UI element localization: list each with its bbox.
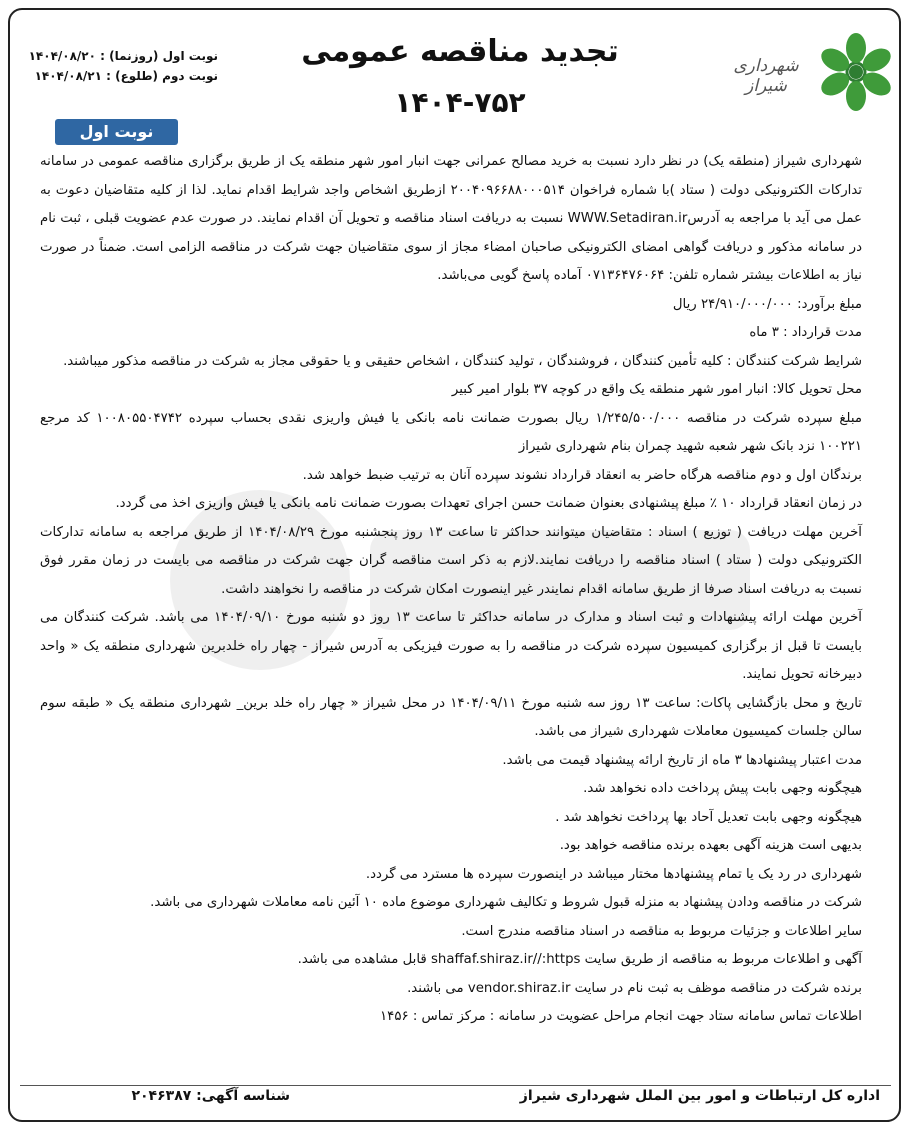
estimate-paragraph: مبلغ برآورد: ۲۴/۹۱۰/۰۰۰/۰۰۰ ریال — [672, 296, 862, 312]
rejection-paragraph: شهرداری در رد یک یا تمام پیشنهادها مختار میباشد در اینصورت سپرده ها مسترد می گردد. — [365, 866, 862, 882]
opening-paragraph: تاریخ و محل بازگشایی پاکات: ساعت ۱۳ روز سه شنبه مورخ ۱۴۰۴/۰۹/۱۱ در محل شیراز « چهار راه خلد برین_ شهرداری منطقه یک « طبقه سوم سالن جلسات کمیسیون معاملات شهرداری شیراز می باشد. — [40, 695, 862, 739]
publication-dates — [18, 46, 218, 86]
deposit-paragraph: مبلغ سپرده شرکت در مناقصه ۱/۲۴۵/۵۰۰/۰۰۰ ریال بصورت ضمانت نامه بانکی یا فیش واریزی نقدی بحساب سپرده ۱۰۰۸۰۵۵۰۴۷۴۲ کد مرجع ۱۰۰۲۲۱ نزد بانک شهر شعبه شهید چمران بنام شهرداری شیراز — [40, 410, 862, 454]
date-second-publication: نوبت دوم (طلوع) : ۱۴۰۴/۰۸/۲۱ — [34, 69, 218, 83]
winners-paragraph: برندگان اول و دوم مناقصه هرگاه حاضر به انعقاد قرارداد نشوند سپرده آنان به ترتیب ضبط خواهد شد. — [302, 467, 862, 483]
prepayment-paragraph: هیچگونه وجهی بابت پیش پرداخت داده نخواهد شد. — [583, 781, 862, 796]
ad-body — [40, 148, 862, 1032]
acceptance-paragraph: شرکت در مناقصه ودادن پیشنهاد به منزله قبول شروط و تکالیف شهرداری موضوع ماده ۱۰ آئین نامه معاملات شهرداری می باشد. — [150, 895, 862, 910]
logo-text: شهرداری شیراز — [733, 56, 799, 96]
page-title: تجدید مناقصه عمومی — [301, 34, 619, 69]
ad-id: شناسه آگهی: ۲۰۴۶۳۸۷ — [131, 1088, 290, 1104]
vendor-site-paragraph: برنده شرکت در مناقصه موظف به ثبت نام در سایت vendor.shiraz.ir می باشند. — [407, 980, 862, 996]
details-paragraph: سایر اطلاعات و جزئیات مربوط به مناقصه در اسناد مناقصه مندرج است. — [461, 923, 862, 939]
ad-header — [0, 0, 911, 130]
transparency-site-paragraph: آگهی و اطلاعات مربوط به مناقصه از طریق سایت shaffaf.shiraz.ir//:https قابل مشاهده می باشد. — [297, 952, 862, 967]
delivery-location-paragraph: محل تحویل کالا: انبار امور شهر منطقه یک واقع در کوچه ۳۷ بلوار امیر کبیر — [451, 382, 862, 397]
intro-paragraph: شهرداری شیراز (منطقه یک) در نظر دارد نسبت به خرید مصالح عمرانی جهت انبار امور شهر منطقه یک از طریق برگزاری مناقصه عمومی در سامانه تدارکات الکترونیکی دولت ( ستاد )با شماره فراخوان ۲۰۰۴۰۹۶۶۸۸۰۰۰۵۱۴ ازطریق اشخاص واجد شرایط اقدام نماید. لذا از کلیه متقاضیان دعوت به عمل می آید با مراجعه به آدرسWWW.Setadiran.ir نسبت به دریافت اسناد مناقصه و تحویل آن اقدام نمایند. در صورت عدم عضویت قبلی ، ثبت نام در سامانه مذکور و دریافت گواهی امضای الکترونیکی صاحبان امضاء مجاز از سوی متقاضیان جهت شرکت در مناقصه الزامی است. ضمناً در صورت نیاز به اطلاعات بیشتر شماره تلفن: ۰۷۱۳۶۴۷۶۰۶۴ آماده پاسخ گویی می‌باشد. — [40, 154, 862, 283]
submission-deadline-paragraph: آخرین مهلت ارائه پیشنهادات و ثبت اسناد و مدارک در سامانه حداکثر تا ساعت ۱۳ روز دو شنبه مورخ ۱۴۰۴/۰۹/۱۰ می باشد. شرکت کنندگان می بایست تا قبل از برگزاری کمیسیون سپرده شرکت در مناقصه را به صورت فیزیکی به آدرس شیراز - چهار راه خلدبرین شهرداری منطقه یک « واحد دبیرخانه تحویل نمایند. — [40, 610, 862, 682]
tender-number: ۱۴۰۴-۷۵۲ — [394, 86, 526, 119]
round-badge: نوبت اول — [55, 119, 178, 145]
document-deadline-paragraph: آخرین مهلت دریافت ( توزیع ) اسناد : متقاضیان میتوانند حداکثر تا ساعت ۱۳ روز پنجشنبه مورخ ۱۴۰۴/۰۸/۲۹ از طریق مراجعه به سامانه تدارکات الکترونیکی دولت ( ستاد ) اسناد مناقصه را دریافت نمایند.لازم به ذکر است مناقصه گران جهت شرکت در مناقصه می بایست در زمان مقرر فوق نسبت به دریافت اسناد صرفا از طریق سامانه اقدام نمایندر غیر اینصورت امکان شرکت در مناقصه را نخواهند داشت. — [40, 524, 862, 597]
validity-paragraph: مدت اعتبار پیشنهادها ۳ ماه از تاریخ ارائه پیشنهاد قیمت می باشد. — [502, 752, 862, 768]
contact-paragraph: اطلاعات تماس سامانه ستاد جهت انجام مراحل عضویت در سامانه : مرکز تماس : ۱۴۵۶ — [380, 1009, 862, 1024]
date-first-publication: نوبت اول (روزنما) : ۱۴۰۴/۰۸/۲۰ — [28, 49, 218, 63]
adjustment-paragraph: هیچگونه وجهی بابت تعدیل آحاد بها پرداخت نخواهد شد . — [555, 809, 862, 825]
footer-divider — [20, 1085, 891, 1086]
ad-cost-paragraph: بدیهی است هزینه آگهی بعهده برنده مناقصه خواهد بود. — [559, 838, 862, 853]
participants-paragraph: شرایط شرکت کنندگان : کلیه تأمین کنندگان ، فروشندگان ، تولید کنندگان ، اشخاص حقیقی و یا حقوقی مجاز به شرکت در مناقصه مذکور میباشند. — [63, 353, 862, 369]
footer-issuer: اداره کل ارتباطات و امور بین الملل شهرداری شیراز — [519, 1088, 880, 1104]
contract-duration-paragraph: مدت قرارداد : ۳ ماه — [749, 325, 862, 340]
performance-guarantee-paragraph: در زمان انعقاد قرارداد ۱۰ ٪ مبلغ پیشنهادی بعنوان ضمانت حسن اجرای تعهدات بصورت ضمانت نامه بانکی یا فیش واریزی اخذ می گردد. — [115, 496, 862, 511]
